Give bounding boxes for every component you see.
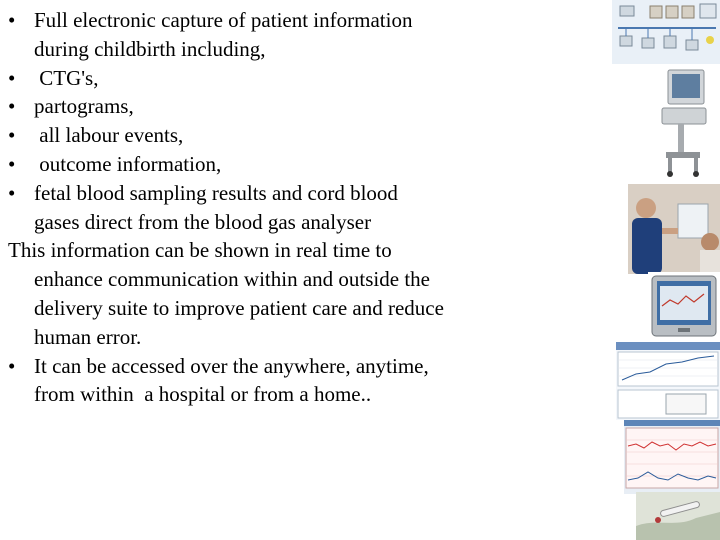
bullet-item xyxy=(8,352,448,410)
bullet-text: all labour events, xyxy=(34,123,184,148)
bullet-item xyxy=(8,92,448,121)
bullet-item xyxy=(8,6,448,64)
display-unit-image xyxy=(648,272,720,344)
bullet-text: It can be accessed over the anywhere, anytime, from within a hospital or from a home.. xyxy=(34,353,434,407)
bullet-glyph: • xyxy=(8,8,16,32)
bullet-glyph: • xyxy=(8,94,16,119)
bullet-glyph: • xyxy=(8,353,16,378)
bullet-item xyxy=(8,179,448,237)
bullet-item xyxy=(8,121,448,150)
bullet-text: Full electronic capture of patient information during childbirth including, xyxy=(34,8,413,61)
blood-sampling-image xyxy=(636,492,720,540)
bullet-text: outcome information, xyxy=(34,151,222,176)
bullet-text: CTG's, xyxy=(34,65,99,90)
bullet-text: fetal blood sampling results and cord blood gases direct from the blood gas analyser xyxy=(34,180,398,234)
bullet-item xyxy=(8,64,448,93)
bullet-glyph: • xyxy=(8,180,16,205)
bullet-text: partograms, xyxy=(34,94,134,119)
bullet-glyph: • xyxy=(8,65,16,90)
ctg-trace-screenshot-image xyxy=(624,420,720,494)
network-diagram-image xyxy=(612,0,720,64)
bullet-item xyxy=(8,150,448,179)
bullet-glyph: • xyxy=(8,151,16,176)
partogram-screenshot-image xyxy=(616,342,720,420)
monitor-cart-image xyxy=(648,64,720,182)
bullet-glyph: • xyxy=(8,123,16,148)
clinician-at-screen-image xyxy=(628,184,720,274)
body-paragraph: This information can be shown in real time to enhance communication within and outside the delivery suite to improve patient care and reduce human error. xyxy=(8,238,444,349)
slide-text-body xyxy=(8,6,448,409)
